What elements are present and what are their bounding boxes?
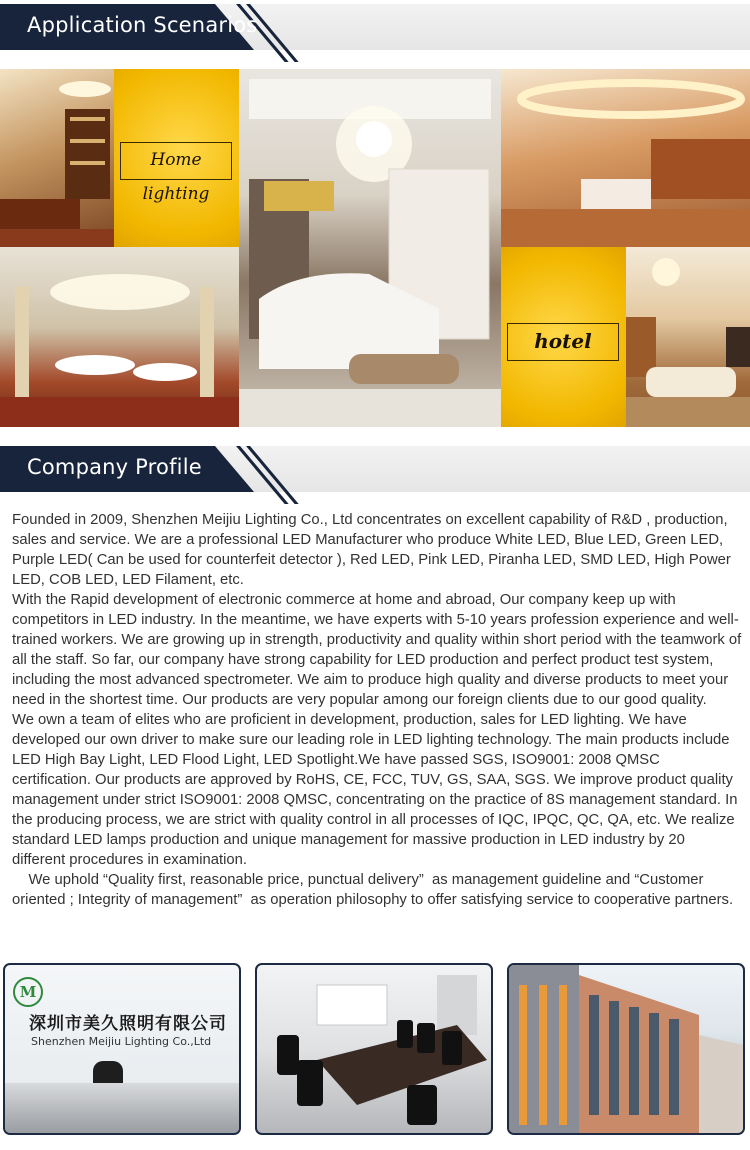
office-building-photo	[507, 963, 745, 1135]
profile-paragraph: We uphold “Quality first, reasonable price, punctual delivery” as management guideline and “Customer oriented ; Integrity of management” as operation philosophy to offer satisfying service to cooperative partners.	[12, 872, 734, 908]
profile-paragraph: We own a team of elites who are proficient in development, production, sales for LED lighting. We have developed our own driver to make sure our leading role in LED lighting technology. The main products include LED High Bay Light, LED Flood Light, LED Spotlight.We have passed SGS, ISO9001: 2008 QMSC certification. Our products are approved by RoHS, CE, FCC, TUV, GS, SAA, SGS. We improve product quality management under strict ISO9001: 2008 QMSC, concentrating on the practice of 8S management standard. In the producing process, we are strict with quality control in all processes of IQC, IPQC, QC, QA, etc. We realize standard LED lamps production and unique management for massive production in LED industry by 20 different procedures in examination.	[12, 712, 738, 868]
company-profile-text	[12, 510, 742, 910]
hotel-bath-illustration	[501, 69, 750, 247]
home-lighting-panel	[114, 69, 239, 247]
office-building-illustration	[509, 965, 743, 1133]
hotel-room-illustration	[626, 247, 750, 427]
meeting-room-illustration	[257, 965, 491, 1133]
hotel-label: hotel	[507, 323, 619, 361]
hotel-room-photo	[626, 247, 750, 427]
profile-paragraph: Founded in 2009, Shenzhen Meijiu Lighting Co., Ltd concentrates on excellent capability of R&D , production, sales and service. We are a professional LED Manufacturer who produce White LED, Blue LED, Green LED, Purple LED( Can be used for counterfeit detector ), Red LED, Pink LED, Piranha LED, SMD LED, High Power LED, COB LED, LED Filament, etc.	[12, 512, 731, 588]
banner-stripe	[246, 446, 299, 504]
application-collage	[0, 69, 750, 427]
section-title: Company Profile	[27, 455, 202, 479]
bedroom-photo	[239, 69, 501, 427]
sign-chinese: 深圳市美久照明有限公司	[29, 1014, 227, 1034]
profile-paragraph: With the Rapid development of electronic commerce at home and abroad, Our company keep up with competitors in LED industry. In the meantime, we have experts with 5-10 years profession experience and well-trained workers. We are growing up in strength, productivity and quality within short period with the teamwork of all the staff. So far, our company have strong capability for LED production and perfect product test system, including the most advanced spectrometer. We aim to produce high quality and diverse products to meet your need in the shortest time. Our products are very popular among our foreign clients due to our good quality.	[12, 592, 742, 708]
bedroom-illustration	[239, 69, 501, 427]
study-room-illustration	[0, 69, 114, 247]
sign-english: Shenzhen Meijiu Lighting Co.,Ltd	[31, 1035, 212, 1048]
dining-hall-photo	[0, 247, 239, 427]
meeting-room-photo	[255, 963, 493, 1135]
banner-stripe	[236, 446, 289, 504]
hotel-bath-photo	[501, 69, 750, 247]
section-title: Application Scenarios	[27, 13, 258, 37]
company-logo: M	[13, 977, 43, 1007]
reception-desk	[5, 1083, 239, 1133]
dining-hall-illustration	[0, 247, 239, 427]
company-profile-banner	[0, 446, 750, 492]
hotel-panel	[501, 247, 626, 427]
home-lighting-label: Home lighting	[120, 142, 232, 180]
application-scenarios-banner	[0, 4, 750, 50]
reception-photo	[3, 963, 241, 1135]
study-room-photo	[0, 69, 114, 247]
